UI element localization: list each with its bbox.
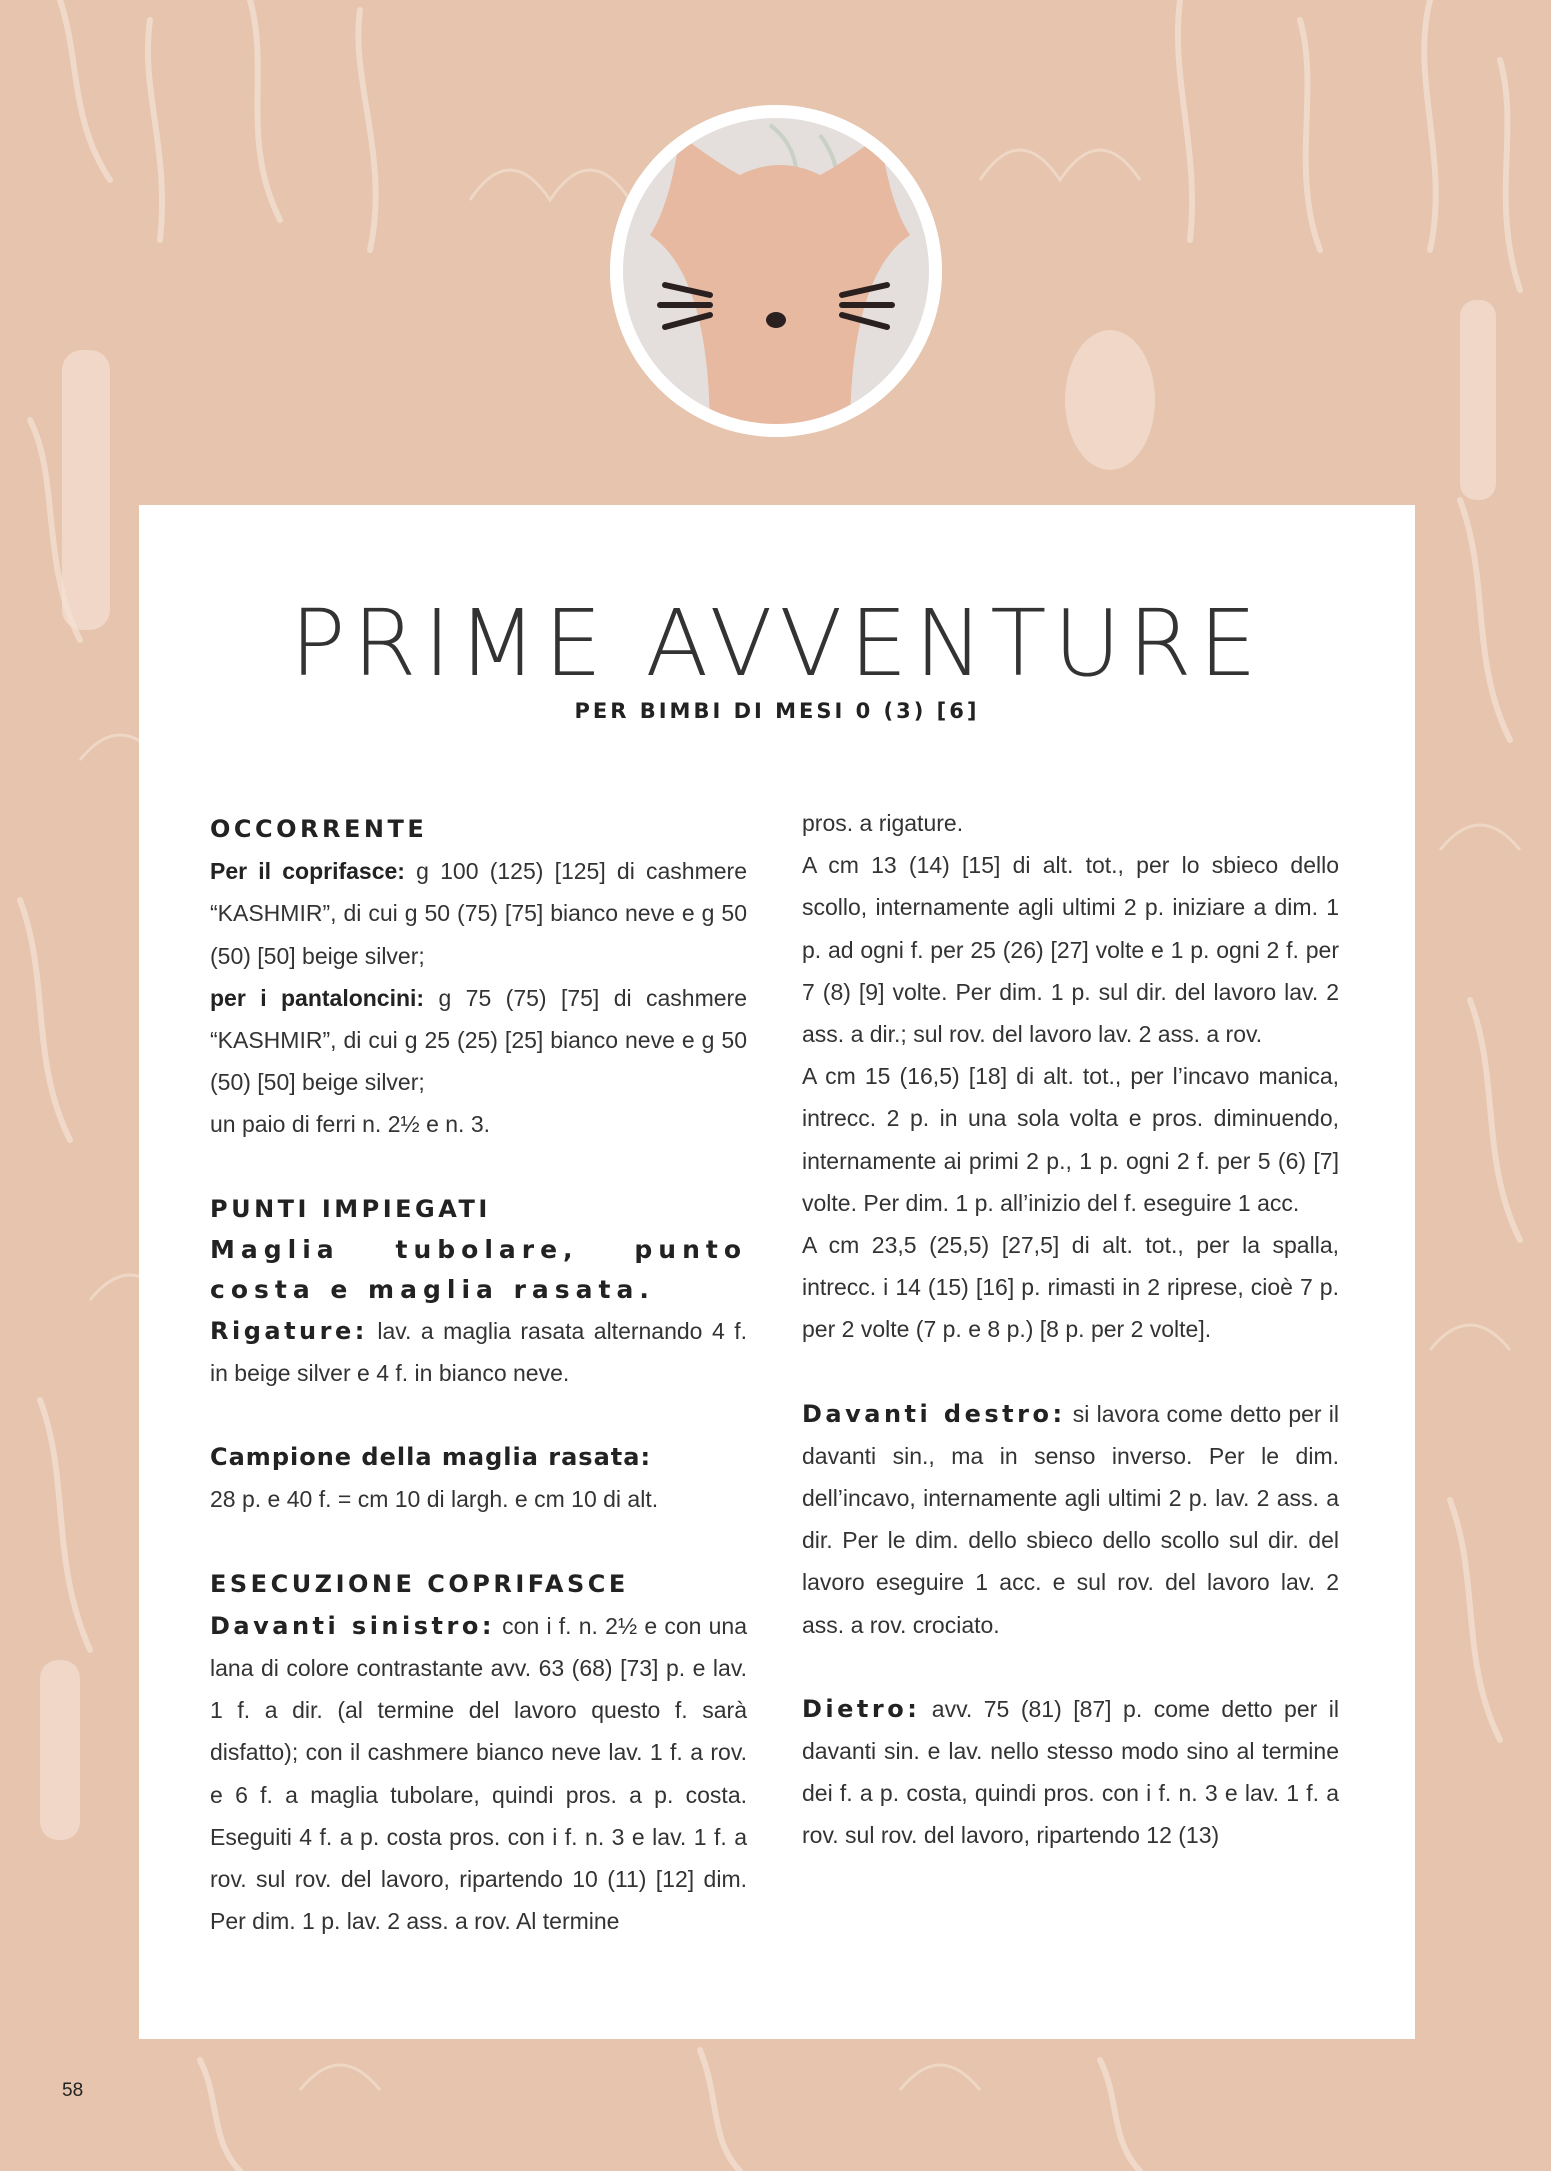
campione-heading: Campione della maglia rasata:	[210, 1443, 652, 1472]
right-paragraph-2: A cm 13 (14) [15] di alt. tot., per lo sbieco dello scollo, internamente agli ultimi 2 p. iniziare a dim. 1 p. ad ogni f. per 25 (26) [27] volte e 1 p. ogni 2 f. per 7 (8) [9] volte. Per dim. 1 p. sul dir. del lavoro lav. 2 ass. a dir.; sul rov. del lavoro lav. 2 ass. a rov.	[802, 852, 1339, 1048]
right-paragraph-4: A cm 23,5 (25,5) [27,5] di alt. tot., per la spalla, intrecc. i 14 (15) [16] p. rimasti in 2 riprese, cioè 7 p. per 2 volte (7 p. e 8 p.) [8 p. per 2 volte].	[802, 1232, 1339, 1343]
punti-subheading: Maglia tubolare, punto costa e maglia rasata.	[210, 1234, 747, 1304]
punti-heading: PUNTI IMPIEGATI	[210, 1194, 491, 1223]
ferri-text: un paio di ferri n. 2½ e n. 3.	[210, 1111, 491, 1138]
pattern-card	[139, 505, 1415, 2039]
dietro-paragraph	[802, 1688, 1339, 1857]
coprifasce-text: g 100 (125) [125] di cashmere “KASHMIR”, di cui g 50 (75) [75] bianco neve e g 50 (50) [50] beige silver;	[210, 858, 748, 969]
coprifasce-label: Per il coprifasce:	[210, 858, 405, 885]
coprifasce-materials	[210, 850, 747, 977]
left-column	[210, 808, 747, 1942]
pantaloncini-materials	[210, 977, 747, 1104]
right-column	[802, 802, 1339, 1857]
davanti-destro-paragraph	[802, 1393, 1339, 1646]
dietro-text: avv. 75 (81) [87] p. come detto per il davanti sin. e lav. nello stesso modo sino al termine dei f. a p. costa, quindi pros. con i f. n. 3 e lav. 1 f. a rov. sul rov. del lavoro, ripartendo 12 (13)	[802, 1695, 1339, 1849]
davanti-destro-label: Davanti destro:	[802, 1399, 1066, 1428]
davanti-destro-text: si lavora come detto per il davanti sin., ma in senso inverso. Per le dim. dell’incavo, internamente agli ultimi 2 p. lav. 2 ass. a dir. Per le dim. dello sbieco dello scollo sul dir. del lavoro eseguire 1 acc. e sul rov. del lavoro lav. 2 ass. a rov. crociato.	[802, 1400, 1340, 1638]
davanti-sinistro-text: con i f. n. 2½ e con una lana di colore contrastante avv. 63 (68) [73] p. e lav. 1 f. a dir. (al termine del lavoro questo f. sarà disfatto); con il cashmere bianco neve lav. 1 f. a rov. e 6 f. a maglia tubolare, quindi pros. a p. costa. Eseguiti 4 f. a p. costa pros. con i f. n. 3 e lav. 1 f. a rov. sul rov. del lavoro, ripartendo 10 (11) [12] dim. Per dim. 1 p. lav. 2 ass. a rov. Al termine	[210, 1612, 748, 1935]
davanti-sinistro-paragraph	[210, 1605, 747, 1943]
right-paragraph-3: A cm 15 (16,5) [18] di alt. tot., per l’incavo manica, intrecc. 2 p. in una sola volta e pros. diminuendo, internamente ai primi 2 p., 1 p. ogni 2 f. per 5 (6) [7] volte. Per dim. 1 p. all’inizio del f. eseguire 1 acc.	[802, 1063, 1339, 1216]
esecuzione-heading: ESECUZIONE COPRIFASCE	[210, 1569, 629, 1598]
dietro-label: Dietro:	[802, 1694, 921, 1723]
rigature-text: lav. a maglia rasata alternando 4 f. in beige silver e 4 f. in bianco neve.	[210, 1317, 747, 1387]
right-paragraph-1: pros. a rigature.	[802, 810, 964, 836]
campione-text: 28 p. e 40 f. = cm 10 di largh. e cm 10 di alt.	[210, 1486, 659, 1513]
rigature-label: Rigature:	[210, 1316, 368, 1345]
rigature-paragraph	[210, 1310, 747, 1394]
pantaloncini-label: per i pantaloncini:	[210, 984, 425, 1011]
page-number: 58	[62, 2080, 84, 2101]
occorrente-heading: OCCORRENTE	[210, 815, 428, 843]
page-title: PRIME AVVENTURE	[290, 590, 1264, 697]
davanti-sinistro-label: Davanti sinistro:	[210, 1611, 495, 1640]
pantaloncini-text: g 75 (75) [75] di cashmere “KASHMIR”, di cui g 25 (25) [25] bianco neve e g 50 (50) [50] beige silver;	[210, 984, 747, 1096]
cat-nightlight-photo	[610, 105, 942, 437]
page-subtitle: PER BIMBI DI MESI 0 (3) [6]	[574, 699, 980, 723]
